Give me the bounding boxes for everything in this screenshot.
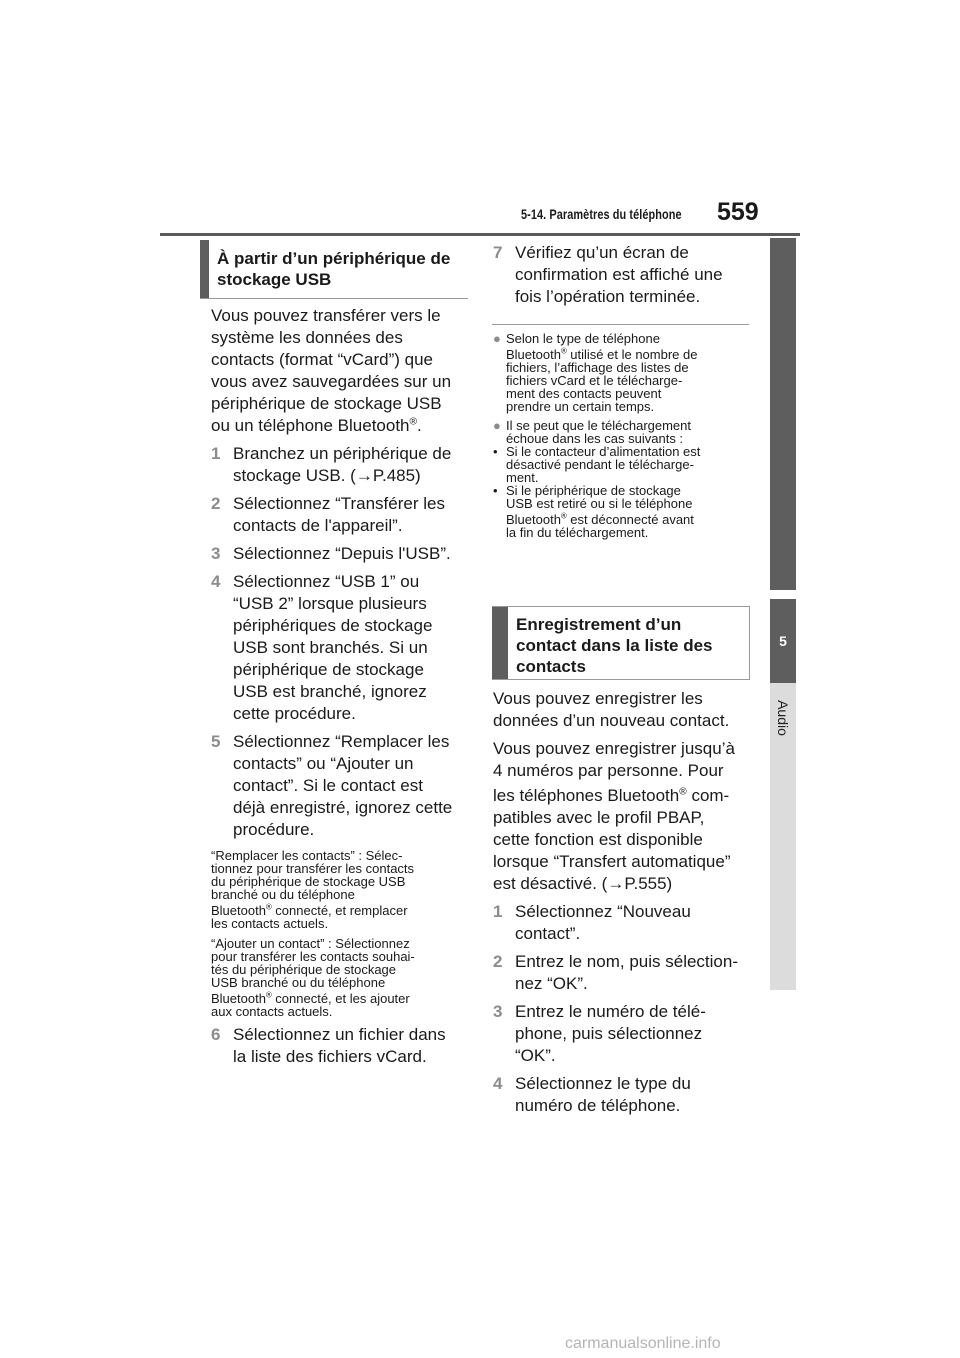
sub-bullet-1: • Si le contacteur d’alimentation est désactivé pendant le télécharge- ment. (493, 444, 701, 485)
step-1: 1 Branchez un périphérique de stockage USB. (→P.485) (211, 444, 452, 485)
step-7: 7 Vérifiez qu’un écran de confirmation est affiché une fois l’opération terminée. (493, 243, 723, 306)
info-notes (493, 332, 755, 539)
paragraph-1: Vous pouvez enregistrer les données d’un nouveau contact. (493, 689, 730, 730)
sub-bullet-2: • Si le périphérique de stockage USB est retiré ou si le téléphone Bluetooth® est déconnecté avant la fin du téléchargement. (493, 483, 694, 540)
notes-rule (492, 324, 749, 325)
left-column (211, 305, 473, 1068)
watermark: carmanualsonline.info (565, 1335, 721, 1352)
step-5: 5 Sélectionnez “Remplacer les contacts” ou “Ajouter un contact”. Si le contact est déjà enregistré, ignorez cette procédure. (211, 732, 453, 839)
heading-bar (492, 607, 508, 679)
running-header-section: 5-14. Paramètres du téléphone (521, 206, 682, 222)
paragraph-2: Vous pouvez enregistrer jusqu’à 4 numéros par personne. Pour les téléphones Bluetooth® com- patibles avec le profil PBAP, cette fonction est disponible lorsque “Transfert automatique” est désactivé. (→P.555) (493, 739, 735, 893)
intro-paragraph: Vous pouvez transférer vers le système les données des contacts (format “vCard”) que vous avez sauvegardées sur un périphérique de stockage USB ou un téléphone Bluetooth®. (211, 306, 452, 435)
bullet-dot-icon: ● (493, 331, 501, 346)
right-column-top (493, 242, 755, 308)
heading-text: À partir d’un périphérique de stockage USB (217, 249, 451, 289)
note-add-contact: “Ajouter un contact” : Sélectionnez pour transférer les contacts souhai- tés du périphérique de stockage USB branché ou du téléphone Bluetooth® connecté, et les ajouter aux contacts actuels. (211, 936, 415, 1019)
bullet-note-2: ● Il se peut que le téléchargement échoue dans les cas suivants : (493, 418, 692, 446)
bullet-dot-icon: ● (493, 418, 501, 433)
step-r3: 3 Entrez le numéro de télé- phone, puis sélectionnez “OK”. (493, 1002, 706, 1065)
section-heading-usb (200, 240, 468, 299)
step-2: 2 Sélectionnez “Transférer les contacts de l'appareil”. (211, 494, 445, 535)
header-rule (160, 233, 800, 236)
chapter-label: Audio (775, 700, 791, 736)
heading-text: Enregistrement d’un contact dans la liste des contacts (516, 615, 713, 676)
step-r2: 2 Entrez le nom, puis sélection- nez “OK”. (493, 952, 738, 993)
step-r4: 4 Sélectionnez le type du numéro de téléphone. (493, 1074, 691, 1115)
page-number: 559 (717, 198, 759, 226)
note-replace-contacts: “Remplacer les contacts” : Sélec- tionnez pour transférer les contacts du périphérique de stockage USB branché ou du téléphone Bluetooth® connecté, et remplacer les contacts actuels. (211, 848, 415, 931)
step-6: 6 Sélectionnez un fichier dans la liste des fichiers vCard. (211, 1025, 446, 1066)
right-column-body (493, 688, 755, 1117)
step-r1: 1 Sélectionnez “Nouveau contact”. (493, 902, 691, 943)
step-4: 4 Sélectionnez “USB 1” ou “USB 2” lorsque plusieurs périphériques de stockage USB sont branchés. Si un périphérique de stockage USB est branché, ignorez cette procédure. (211, 572, 433, 723)
section-heading-new-contact (492, 606, 750, 680)
heading-bar (200, 240, 209, 298)
bullet-note-1: ● Selon le type de téléphone Bluetooth® utilisé et le nombre de fichiers, l’affichage des listes de fichiers vCard et le télécharge- ment des contacts peuvent prendre un certain temps. (493, 331, 698, 414)
step-3: 3 Sélectionnez “Depuis l'USB”. (211, 544, 451, 563)
chapter-number: 5 (770, 599, 796, 683)
side-tab-upper (770, 238, 796, 590)
